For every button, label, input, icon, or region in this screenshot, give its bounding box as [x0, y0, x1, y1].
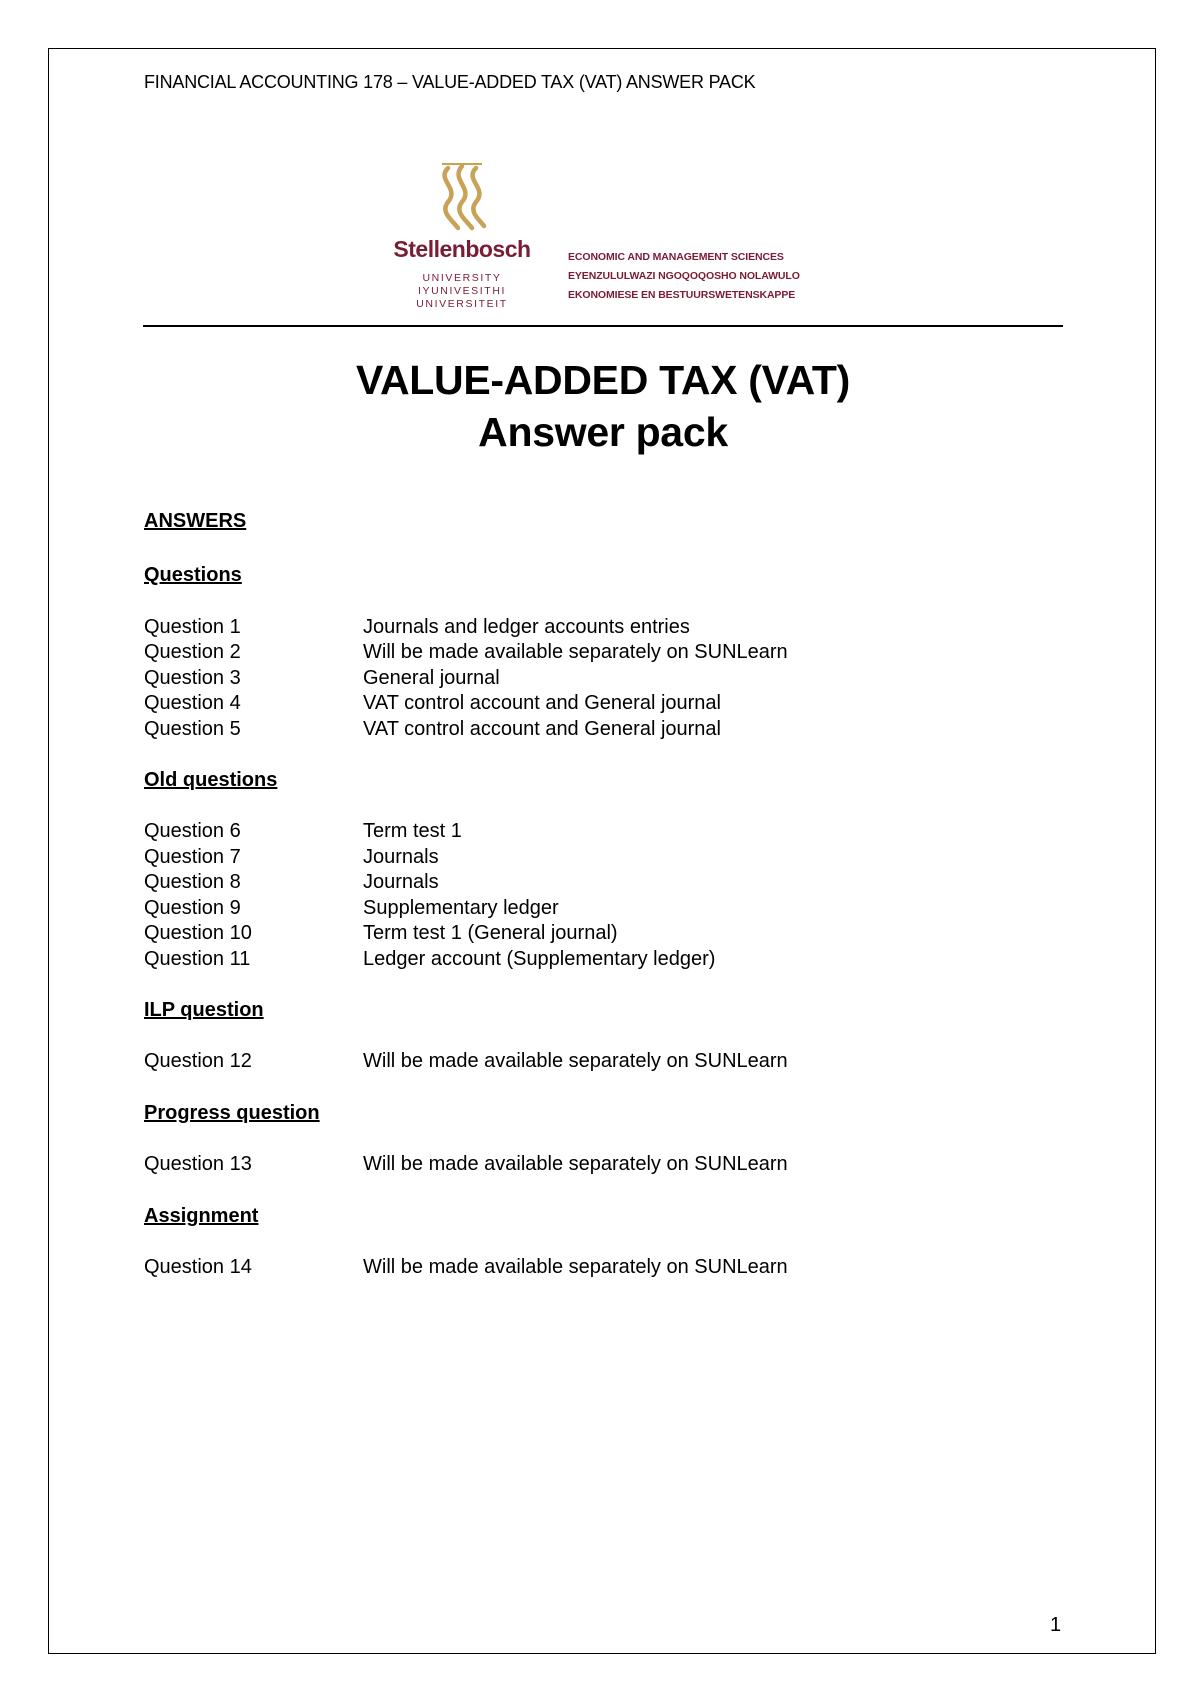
faculty-name: EKONOMIESE EN BESTUURSWETENSKAPPE [568, 289, 796, 301]
question-description: Journals and ledger accounts entries [363, 616, 690, 638]
university-subtitle: UNIVERSITEIT [416, 298, 508, 310]
question-number: Question 3 [144, 667, 241, 689]
question-number: Question 1 [144, 616, 241, 638]
section-heading: Assignment [144, 1205, 259, 1227]
page-number: 1 [1050, 1614, 1062, 1636]
university-logo [390, 160, 840, 320]
question-description: Will be made available separately on SUNLearn [363, 1050, 788, 1072]
faculty-name: EYENZULULWAZI NGOQOQOSHO NOLAWULO [568, 270, 800, 282]
document-subtitle: Answer pack [478, 409, 728, 455]
document-title: VALUE-ADDED TAX (VAT) [355, 357, 850, 403]
question-description: General journal [363, 667, 500, 689]
question-description: Supplementary ledger [363, 897, 559, 919]
question-number: Question 14 [144, 1256, 252, 1278]
question-description: Ledger account (Supplementary ledger) [363, 948, 716, 970]
section-heading: Progress question [144, 1102, 320, 1124]
answers-heading: ANSWERS [144, 510, 247, 532]
stellenbosch-crest-icon [434, 162, 490, 234]
section-heading: ILP question [144, 999, 264, 1021]
question-number: Question 12 [144, 1050, 252, 1072]
question-number: Question 13 [144, 1153, 252, 1175]
question-description: Journals [363, 846, 439, 868]
question-number: Question 11 [144, 948, 251, 970]
question-number: Question 5 [144, 718, 241, 740]
header-divider [143, 325, 1063, 327]
faculty-name: ECONOMIC AND MANAGEMENT SCIENCES [568, 251, 784, 263]
university-subtitle: IYUNIVESITHI [417, 285, 507, 297]
question-number: Question 8 [144, 871, 241, 893]
university-name: Stellenbosch [393, 236, 531, 262]
question-number: Question 10 [144, 922, 252, 944]
question-number: Question 7 [144, 846, 241, 868]
section-heading: Questions [144, 564, 242, 586]
section-heading: Old questions [144, 769, 278, 791]
university-subtitle: UNIVERSITY [422, 272, 502, 284]
question-number: Question 2 [144, 641, 241, 663]
question-description: Journals [363, 871, 439, 893]
question-description: Term test 1 (General journal) [363, 922, 618, 944]
question-description: Term test 1 [363, 820, 462, 842]
question-description: Will be made available separately on SUNLearn [363, 1256, 788, 1278]
question-description: VAT control account and General journal [363, 692, 721, 714]
question-description: VAT control account and General journal [363, 718, 721, 740]
question-description: Will be made available separately on SUNLearn [363, 641, 788, 663]
question-number: Question 9 [144, 897, 241, 919]
running-header: FINANCIAL ACCOUNTING 178 – VALUE-ADDED TAX (VAT) ANSWER PACK [144, 72, 756, 92]
question-number: Question 4 [144, 692, 241, 714]
question-description: Will be made available separately on SUNLearn [363, 1153, 788, 1175]
question-number: Question 6 [144, 820, 241, 842]
